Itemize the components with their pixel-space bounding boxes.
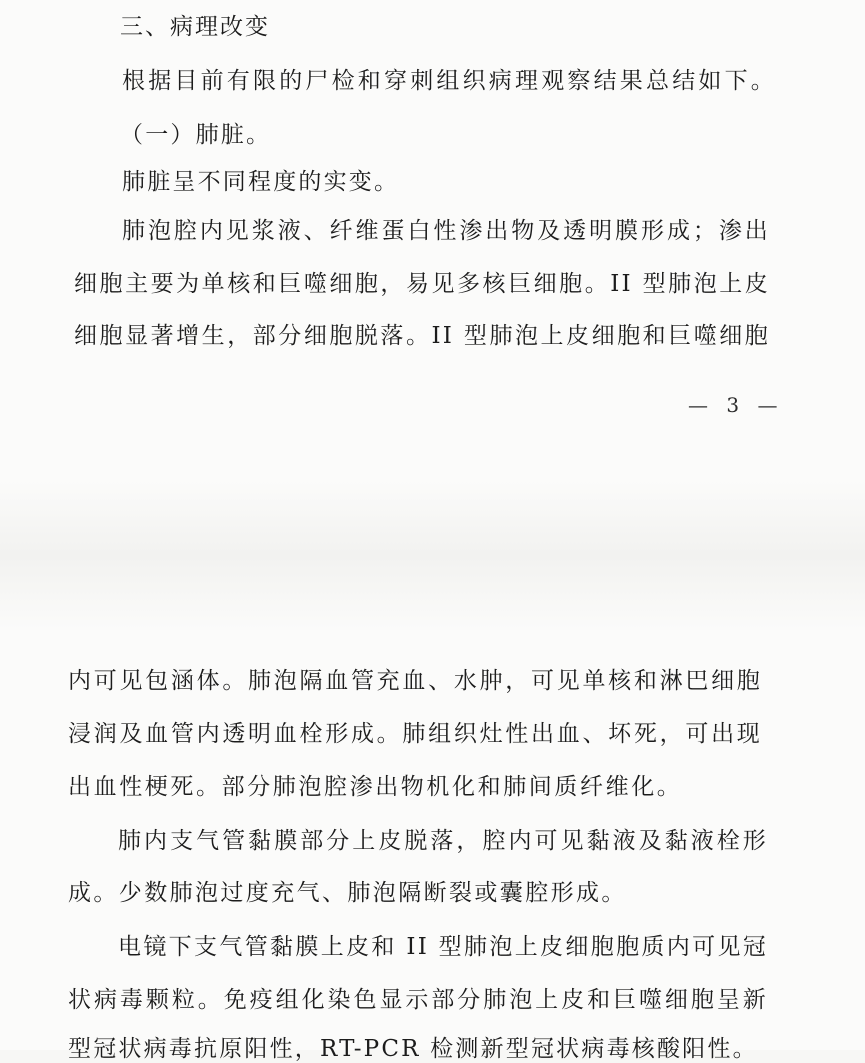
paragraph-1: 肺脏呈不同程度的实变。 (122, 169, 400, 195)
paragraph-4-line: 电镜下支气管黏膜上皮和 II 型肺泡上皮细胞胞质内可见冠 (118, 934, 768, 960)
page-break-gap (0, 480, 865, 630)
paragraph-2-continued-line: 浸润及血管内透明血栓形成。肺组织灶性出血、坏死，可出现 (68, 721, 762, 747)
page-number: — 3 — (688, 393, 784, 417)
intro-paragraph: 根据目前有限的尸检和穿刺组织病理观察结果总结如下。 (122, 68, 777, 94)
subsection-title: （一）肺脏。 (120, 122, 272, 148)
paragraph-2-line: 肺泡腔内见浆液、纤维蛋白性渗出物及透明膜形成；渗出 (122, 218, 770, 244)
paragraph-3-line: 肺内支气管黏膜部分上皮脱落，腔内可见黏液及黏液栓形 (118, 828, 768, 854)
paragraph-2-line: 细胞显著增生，部分细胞脱落。II 型肺泡上皮细胞和巨噬细胞 (74, 323, 770, 349)
paragraph-3-line: 成。少数肺泡过度充气、肺泡隔断裂或囊腔形成。 (68, 880, 627, 906)
paragraph-4-line: 状病毒颗粒。免疫组化染色显示部分肺泡上皮和巨噬细胞呈新 (68, 987, 768, 1013)
paragraph-4-line: 型冠状病毒抗原阳性，RT-PCR 检测新型冠状病毒核酸阳性。 (68, 1036, 758, 1062)
paragraph-2-continued-line: 出血性梗死。部分肺泡腔渗出物机化和肺间质纤维化。 (68, 774, 683, 800)
paragraph-2-continued-line: 内可见包涵体。肺泡隔血管充血、水肿，可见单核和淋巴细胞 (68, 668, 762, 694)
section-title: 三、病理改变 (120, 14, 270, 40)
paragraph-2-line: 细胞主要为单核和巨噬细胞，易见多核巨细胞。II 型肺泡上皮 (74, 271, 770, 297)
